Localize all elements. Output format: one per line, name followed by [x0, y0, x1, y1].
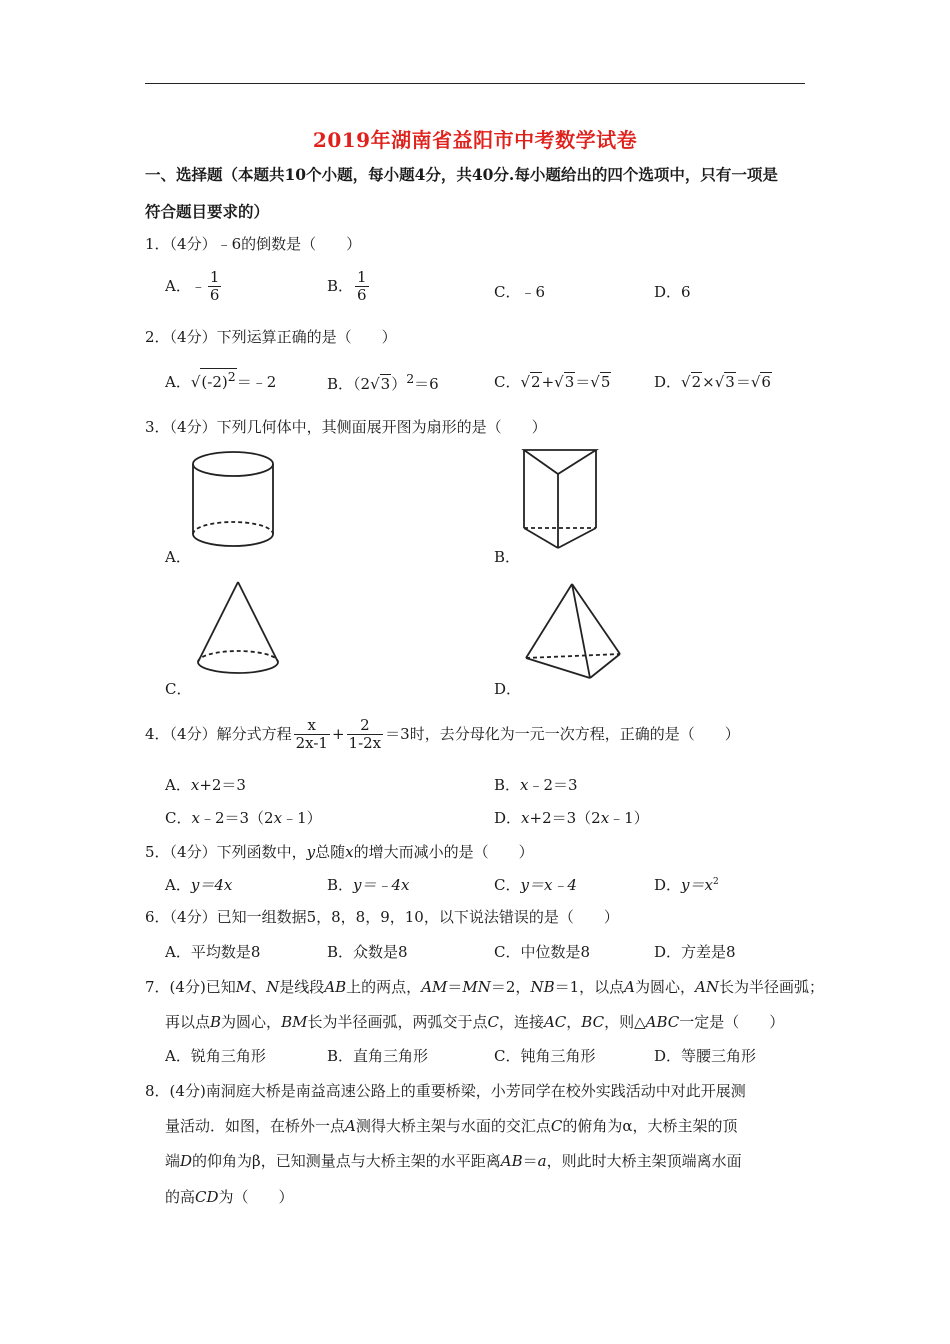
section-heading-line-1: 一、选择题（本题共10个小题，每小题4分，共40分.每小题给出的四个选项中，只有一项是	[145, 165, 778, 184]
q2-option-c[interactable]	[494, 371, 611, 392]
variable: AC	[543, 1013, 567, 1031]
variable: x	[521, 809, 530, 827]
q2-option-b[interactable]	[327, 371, 439, 394]
q7-option-d[interactable]: D．等腰三角形	[654, 1047, 757, 1065]
q1-option-c[interactable]: C．﹣6	[494, 283, 546, 301]
variable: x	[345, 843, 354, 861]
option-label: C．	[494, 876, 521, 894]
stem-text: ＝	[447, 978, 463, 996]
option-label: A．	[165, 276, 191, 295]
q8-stem-line-2	[165, 1115, 738, 1136]
expression: +2＝3（2	[529, 809, 601, 827]
q6-option-c[interactable]: C．中位数是8	[494, 943, 591, 961]
q3-stem: 3．（4分）下列几何体中，其侧面展开图为扇形的是（ ）	[145, 418, 547, 436]
cone-icon	[190, 578, 286, 678]
variable: AB	[324, 978, 347, 996]
expression: y＝x﹣4	[520, 876, 577, 894]
stem-text: 、	[251, 978, 267, 996]
q4-option-b[interactable]	[494, 774, 578, 795]
stem-text: 一定是（ ）	[679, 1013, 785, 1031]
radicand: 3	[725, 373, 735, 391]
variable: a	[537, 1152, 547, 1170]
variable: x	[520, 776, 529, 794]
radical-sign: √	[714, 373, 725, 391]
denominator: 1-2x	[348, 734, 382, 753]
option-label: D．	[654, 876, 682, 894]
q7-stem-line-2	[165, 1011, 784, 1032]
stem-text: ＝1，以点	[554, 978, 625, 996]
q7-option-a[interactable]: A．锐角三角形	[165, 1047, 266, 1065]
variable: A	[345, 1117, 356, 1135]
q5-option-a[interactable]	[165, 874, 232, 895]
variable: MN	[462, 978, 491, 996]
denominator: 2x-1	[295, 734, 328, 753]
q3-option-a[interactable]: A．	[165, 548, 191, 566]
q2-stem: 2．（4分）下列运算正确的是（ ）	[145, 328, 397, 346]
operator: ×	[702, 373, 715, 391]
q1-option-b[interactable]	[327, 269, 371, 305]
q1-option-d[interactable]: D．6	[654, 283, 691, 301]
stem-text: ，则此时大桥主架顶端离水面	[546, 1152, 742, 1170]
variable: x	[600, 809, 610, 827]
fraction-1	[294, 717, 330, 753]
stem-text: 的增大而减小的是（ ）	[353, 843, 534, 861]
radicand: 3	[564, 373, 575, 391]
radicand: 2	[691, 373, 702, 391]
result: ＝6	[414, 375, 439, 393]
stem-text: 的高	[165, 1188, 196, 1206]
option-label: A．	[165, 373, 191, 391]
radicand: 3	[380, 375, 391, 393]
variable: BM	[281, 1013, 308, 1031]
exponent: 2	[227, 369, 236, 384]
stem-text: 测得大桥主架与水面的交汇点	[355, 1117, 551, 1135]
expression: +2＝3	[199, 776, 246, 794]
option-label: B．	[327, 876, 354, 894]
radicand: 2	[531, 373, 541, 391]
q4-option-c[interactable]	[165, 807, 322, 828]
option-label: B．	[494, 776, 521, 794]
variable: AM	[421, 978, 448, 996]
fraction	[208, 269, 222, 305]
variable: x	[191, 809, 200, 827]
stem-text: 端	[165, 1152, 181, 1170]
numerator: 2	[347, 717, 384, 735]
variable: B	[210, 1013, 222, 1031]
q5-option-b[interactable]	[327, 874, 410, 895]
stem-text: ＝3时，去分母化为一元一次方程，正确的是（ ）	[385, 724, 740, 743]
option-label: D．	[654, 373, 682, 391]
radical-sign: √	[190, 373, 201, 391]
q7-option-b[interactable]: B．直角三角形	[327, 1047, 429, 1065]
variable: M	[235, 978, 252, 996]
option-label: B．	[327, 375, 354, 393]
option-label: B．	[327, 276, 354, 295]
stem-text: ，	[566, 1013, 582, 1031]
variable: C	[550, 1117, 563, 1135]
q8-stem-line-4	[165, 1186, 294, 1207]
q3-option-b[interactable]: B．	[494, 548, 521, 566]
equals: ＝	[575, 373, 591, 391]
q8-stem-line-1: 8．(4分)南洞庭大桥是南益高速公路上的重要桥梁，小芳同学在校外实践活动中对此开展测	[145, 1082, 746, 1100]
expression: ﹣1）	[282, 809, 322, 827]
expression: ﹣2＝3	[528, 776, 578, 794]
stem-text: 长为半径画弧，两弧交于点	[307, 1013, 488, 1031]
stem-text: 长为半径画弧；	[718, 978, 824, 996]
radical-sign: √	[590, 373, 600, 391]
option-label: C．	[165, 809, 192, 827]
option-label: A．	[165, 776, 191, 794]
stem-text: 7．(4分)已知	[145, 978, 236, 996]
variable: C	[487, 1013, 499, 1031]
stem-text: 为圆心，	[221, 1013, 282, 1031]
option-label: D．	[494, 809, 522, 827]
denominator: 6	[209, 286, 220, 305]
stem-text: 4．（4分）解分式方程	[145, 724, 292, 743]
variable: x	[190, 776, 200, 794]
q6-option-d[interactable]: D．方差是8	[654, 943, 736, 961]
stem-text: 总随	[315, 843, 346, 861]
q7-stem-line-1	[145, 976, 824, 997]
expression: y＝4x	[190, 876, 233, 894]
variable: N	[266, 978, 280, 996]
variable: AB	[500, 1152, 523, 1170]
numerator: 1	[209, 268, 220, 286]
expression: ﹣1）	[609, 809, 649, 827]
stem-text: 5．（4分）下列函数中，	[145, 843, 307, 861]
fraction-2	[347, 717, 384, 753]
stem-text: 是线段	[279, 978, 325, 996]
stem-text: 的俯角为α，大桥主架的顶	[562, 1117, 738, 1135]
section-heading-line-2: 符合题目要求的）	[145, 202, 270, 221]
expression: y＝x	[681, 876, 713, 894]
q8-stem-line-3	[165, 1150, 742, 1171]
option-label: C．	[494, 373, 521, 391]
radicand: 6	[761, 373, 771, 391]
variable: A	[624, 978, 635, 996]
q5-stem	[145, 841, 534, 862]
radicand	[200, 368, 236, 391]
option-label: A．	[165, 876, 191, 894]
radical-sign: √	[554, 373, 564, 391]
radicand: 5	[600, 373, 611, 391]
fraction	[355, 269, 369, 305]
cylinder-icon	[185, 448, 285, 556]
result: ＝﹣2	[236, 373, 277, 391]
q4-option-d[interactable]	[494, 807, 649, 828]
exponent: 2	[406, 371, 415, 386]
q3-option-d[interactable]: D．	[494, 680, 522, 698]
variable: D	[180, 1152, 193, 1170]
denominator: 6	[357, 286, 367, 305]
q6-option-b[interactable]: B．众数是8	[327, 943, 408, 961]
expression: ﹣2＝3（2	[199, 809, 274, 827]
equals: ＝	[735, 373, 751, 391]
triangular-pyramid-icon	[518, 578, 628, 684]
stem-text: 量活动．如图，在桥外一点	[165, 1117, 346, 1135]
stem-text: 为（ ）	[218, 1188, 294, 1206]
variable: x	[273, 809, 283, 827]
q2-option-d[interactable]	[654, 371, 772, 392]
q5-option-d[interactable]	[654, 874, 719, 895]
radicand-text: (-2)	[201, 373, 228, 391]
stem-text: ＝2，	[490, 978, 531, 996]
stem-text: 为圆心，	[634, 978, 695, 996]
sign: ﹣	[190, 276, 206, 295]
numerator: x	[294, 717, 330, 735]
expression: y＝﹣4x	[353, 876, 410, 894]
q3-option-c[interactable]: C．	[165, 680, 192, 698]
stem-text: ，则△	[604, 1013, 646, 1031]
exam-title: 2019年湖南省益阳市中考数学试卷	[312, 128, 638, 152]
radical-sign: √	[681, 373, 691, 391]
radical-sign: √	[750, 373, 761, 391]
stem-text: 上的两点，	[346, 978, 422, 996]
operator: +	[541, 373, 555, 391]
numerator: 1	[357, 268, 367, 286]
variable: CD	[195, 1188, 219, 1206]
q4-option-a[interactable]	[165, 774, 246, 795]
q6-option-a[interactable]: A．平均数是8	[165, 943, 261, 961]
variable: NB	[530, 978, 555, 996]
stem-text: ＝	[522, 1152, 538, 1170]
exponent: 2	[712, 877, 719, 887]
operator: +	[331, 724, 345, 743]
q6-stem: 6．（4分）已知一组数据5，8，8，9，10，以下说法错误的是（ ）	[145, 908, 619, 926]
variable: BC	[581, 1013, 605, 1031]
q1-option-a[interactable]	[165, 269, 223, 305]
stem-text: ，连接	[498, 1013, 544, 1031]
stem-text: 再以点	[165, 1013, 211, 1031]
q4-stem	[145, 717, 740, 753]
open-paren: （2	[353, 375, 371, 393]
variable: y	[306, 843, 316, 861]
stem-text: 的仰角为β，已知测量点与大桥主架的水平距离	[192, 1152, 501, 1170]
q2-option-a[interactable]	[165, 368, 276, 392]
triangular-prism-icon	[516, 444, 606, 556]
q7-option-c[interactable]: C．钝角三角形	[494, 1047, 596, 1065]
close-paren: ）	[391, 375, 407, 393]
header-rule	[145, 83, 805, 84]
q1-stem: 1．（4分）﹣6的倒数是（ ）	[145, 235, 362, 253]
radical-sign: √	[520, 373, 531, 391]
radical-sign: √	[370, 375, 380, 393]
variable: ABC	[645, 1013, 680, 1031]
variable: AN	[695, 978, 719, 996]
q5-option-c[interactable]	[494, 874, 577, 895]
